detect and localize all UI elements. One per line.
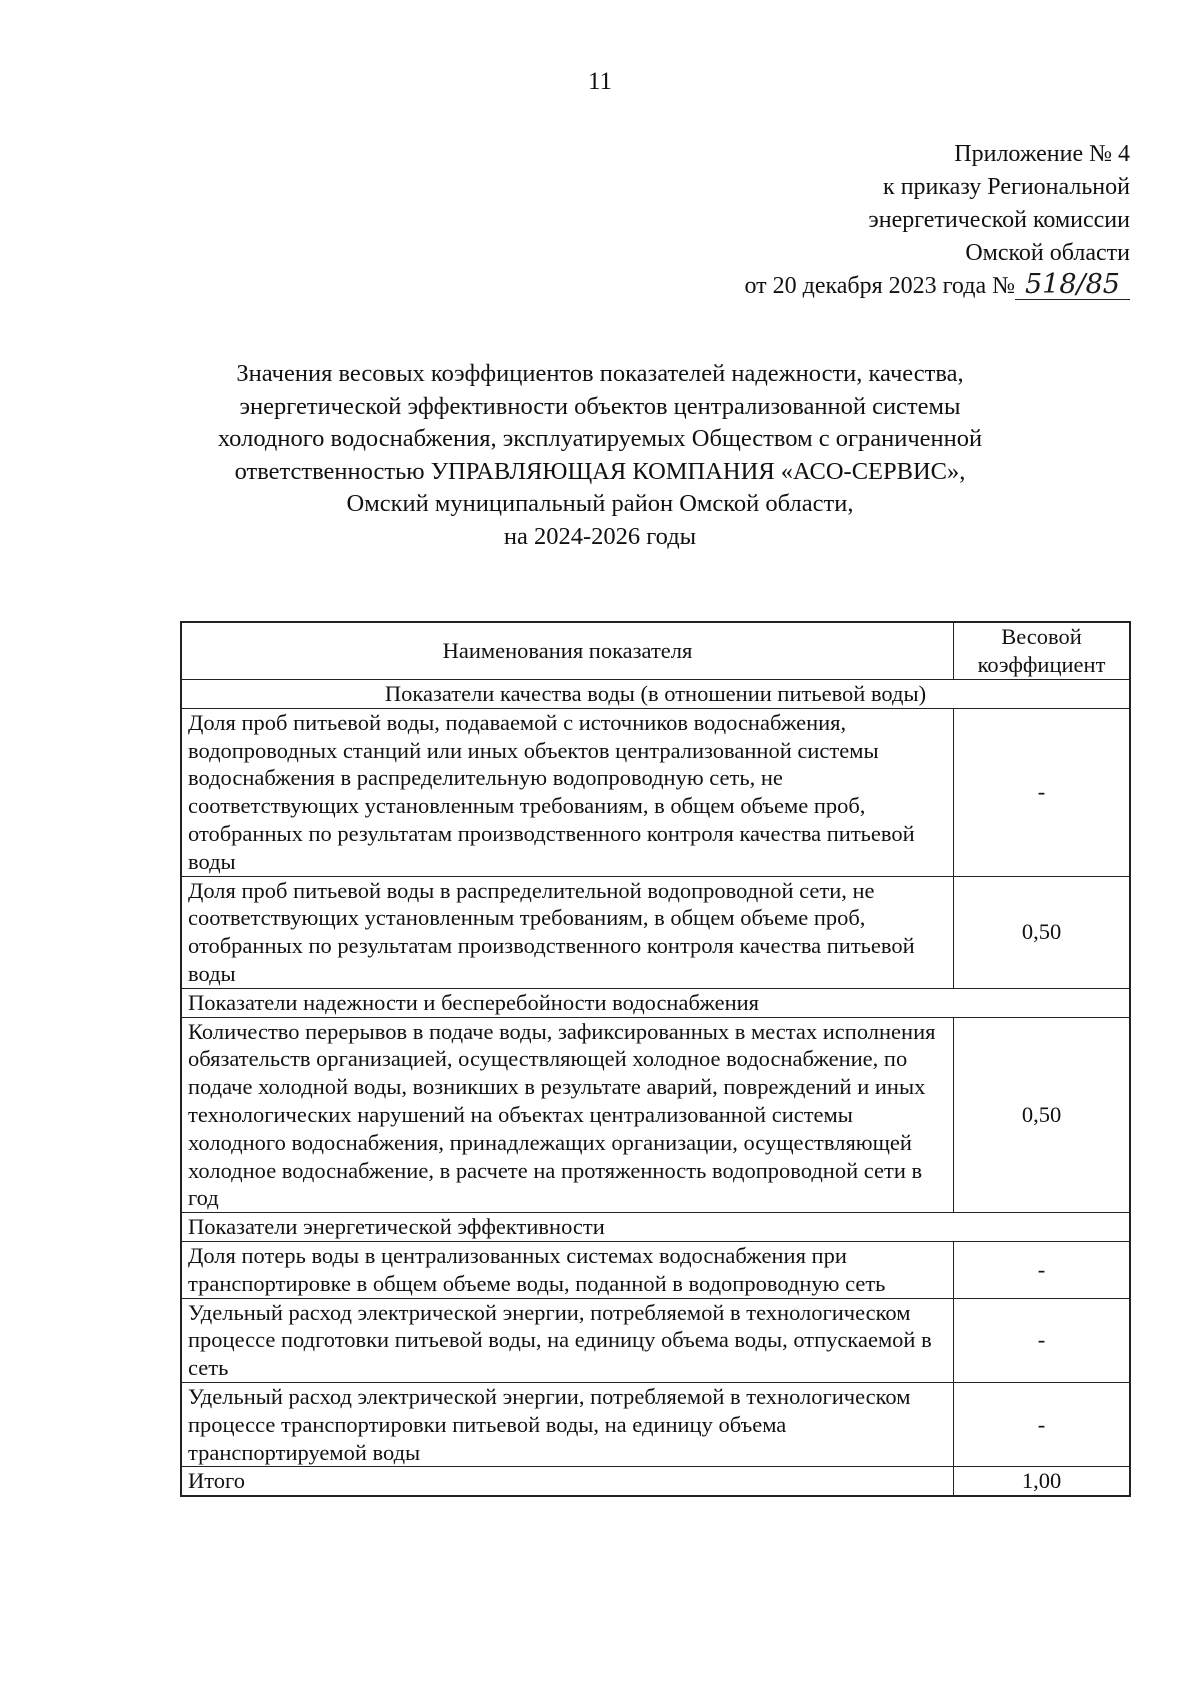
header-coef-line-2: коэффициент [977,652,1106,677]
title-line-2: энергетической эффективности объектов централизованной системы [239,392,961,420]
header-indicator-name: Наименования показателя [181,622,954,680]
indicator-name: Доля потерь воды в централизованных системах водоснабжения при транспортировке в общем объеме воды, поданной в водопроводную сеть [181,1241,954,1298]
appendix-line-4: Омской области [965,240,1130,266]
coefficients-table [180,621,1131,1497]
table-row [181,708,1130,876]
header-coef-line-1: Весовой [1001,624,1082,649]
appendix-header [744,138,1130,303]
order-date-line [744,270,1130,303]
section-quality: Показатели качества воды (в отношении питьевой воды) [181,680,1130,709]
title-line-4: ответственностью УПРАВЛЯЮЩАЯ КОМПАНИЯ «АСО-СЕРВИС», [234,457,966,485]
total-row [181,1467,1130,1496]
section-energy: Показатели энергетической эффективности [181,1213,1130,1242]
header-weight-coefficient [954,622,1131,680]
indicator-name: Доля проб питьевой воды, подаваемой с источников водоснабжения, водопроводных станций или иных объектов централизованной системы водоснабжения в распределительную водопроводную сеть, не соответствующих установленным требованиям, в общем объеме проб, отобранных по результатам производственного контроля качества питьевой воды [181,708,954,876]
total-label: Итого [181,1467,954,1496]
indicator-name: Удельный расход электрической энергии, потребляемой в технологическом процессе подготовки питьевой воды, на единицу объема воды, отпускаемой в сеть [181,1298,954,1382]
section-row [181,1213,1130,1242]
table-row [181,1017,1130,1213]
section-row [181,988,1130,1017]
indicator-value: 0,50 [954,1017,1131,1213]
indicator-value: - [954,1298,1131,1382]
order-number-handwritten: 518/85 [1015,271,1130,300]
table-row [181,1298,1130,1382]
indicator-value: - [954,1241,1131,1298]
order-date: от 20 декабря 2023 года № [744,273,1015,299]
title-line-3: холодного водоснабжения, эксплуатируемых Обществом с ограниченной [217,425,983,452]
appendix-line-1: Приложение № 4 [954,141,1130,167]
appendix-line-3: энергетической комиссии [868,207,1130,233]
table-row [181,1382,1130,1466]
section-row [181,680,1130,709]
total-value: 1,00 [954,1467,1131,1496]
page-number: 11 [587,68,613,95]
indicator-value: - [954,1382,1131,1466]
title-line-6: на 2024-2026 годы [503,522,697,550]
title-line-1: Значения весовых коэффициентов показателей надежности, качества, [236,360,964,387]
section-reliability: Показатели надежности и бесперебойности водоснабжения [181,988,1130,1017]
indicator-value: 0,50 [954,876,1131,988]
table-row [181,876,1130,988]
indicator-name: Доля проб питьевой воды в распределительной водопроводной сети, не соответствующих установленным требованиям, в общем объеме проб, отобранных по результатам производственного контроля качества питьевой воды [181,876,954,988]
indicator-name: Количество перерывов в подаче воды, зафиксированных в местах исполнения обязательств организацией, осуществляющей холодное водоснабжение, по подаче холодной воды, возникших в результате аварий, повреждений и иных технологических нарушений на объектах централизованной системы холодного водоснабжения, принадлежащих организации, осуществляющей холодное водоснабжение, в расчете на протяженность водопроводной сети в год [181,1017,954,1213]
indicator-value: - [954,708,1131,876]
title-line-5: Омский муниципальный район Омской области, [346,490,854,517]
table-row [181,1241,1130,1298]
table-header-row [181,622,1130,680]
document-title [0,358,1200,553]
indicator-name: Удельный расход электрической энергии, потребляемой в технологическом процессе транспортировки питьевой воды, на единицу объема транспортируемой воды [181,1382,954,1466]
appendix-line-2: к приказу Региональной [883,174,1130,200]
